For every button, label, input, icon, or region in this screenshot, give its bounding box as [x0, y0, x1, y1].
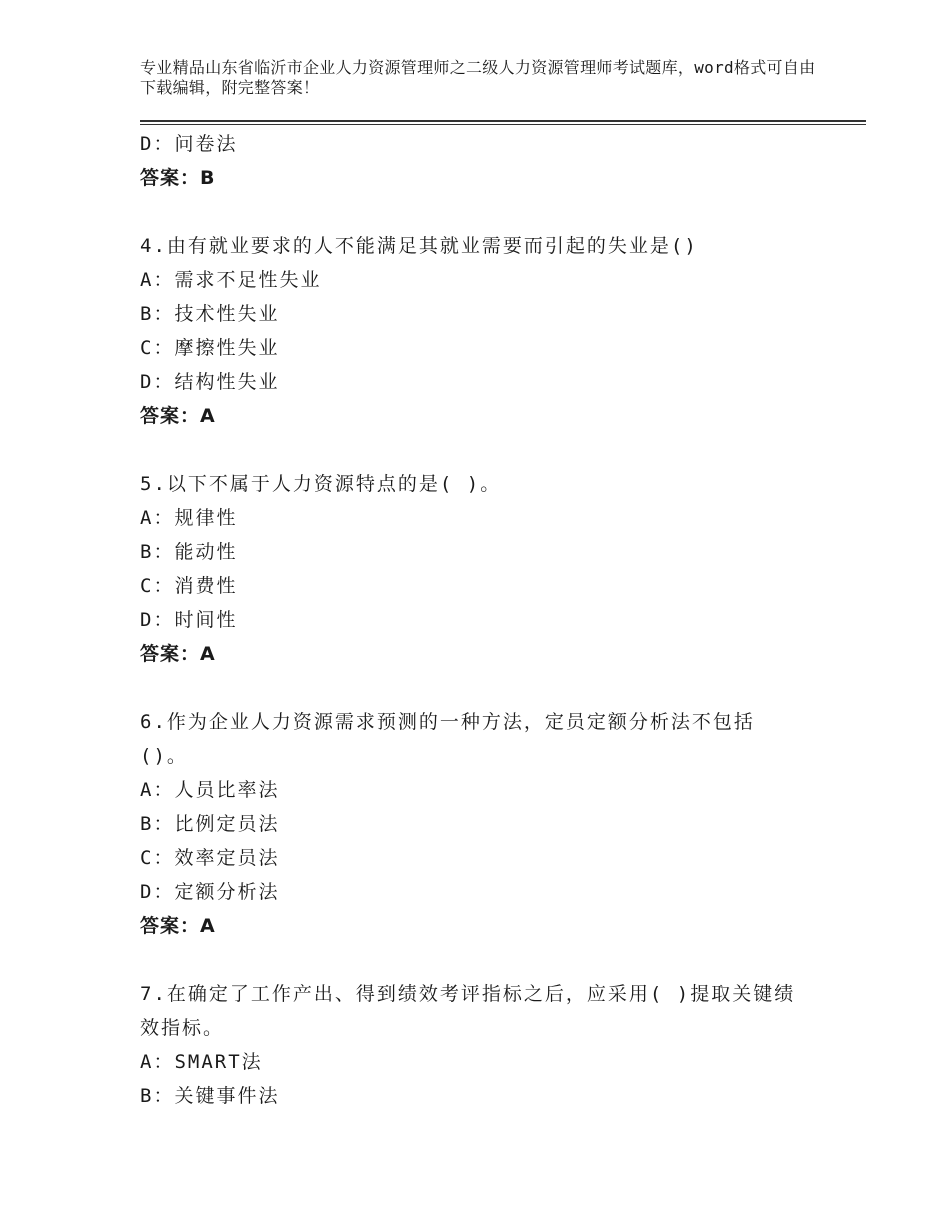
option-d: D：问卷法: [140, 133, 238, 155]
question-4-option-a: A：需求不足性失业: [140, 269, 322, 291]
question-6-option-a: A：人员比率法: [140, 779, 280, 801]
question-7-text-line-2: 效指标。: [140, 1017, 225, 1039]
question-7-text-line-1: 7.在确定了工作产出、得到绩效考评指标之后，应采用( )提取关键绩: [140, 983, 796, 1005]
question-list: [140, 127, 830, 1113]
question-5-option-a: A：规律性: [140, 507, 238, 529]
question-4-option-c: C：摩擦性失业: [140, 337, 280, 359]
spacer: [140, 195, 830, 229]
question-4-option-d: D：结构性失业: [140, 371, 280, 393]
spacer: [140, 433, 830, 467]
header-divider-thick: [140, 120, 866, 122]
question-5-option-c: C：消费性: [140, 575, 238, 597]
question-4-text: 4.由有就业要求的人不能满足其就业需要而引起的失业是(): [140, 235, 698, 257]
question-7-option-b: B：关键事件法: [140, 1085, 280, 1107]
question-6-option-b: B：比例定员法: [140, 813, 280, 835]
spacer: [140, 943, 830, 977]
question-6-option-d: D：定额分析法: [140, 881, 280, 903]
spacer: [140, 671, 830, 705]
header-divider-thin: [140, 124, 866, 125]
document-header: 专业精品山东省临沂市企业人力资源管理师之二级人力资源管理师考试题库，word格式可自由下载编辑，附完整答案！: [140, 58, 816, 97]
question-4-option-b: B：技术性失业: [140, 303, 280, 325]
question-7-option-a: A：SMART法: [140, 1051, 263, 1073]
question-5-answer: 答案：A: [140, 643, 216, 665]
question-6-option-c: C：效率定员法: [140, 847, 280, 869]
question-6-answer: 答案：A: [140, 915, 216, 937]
answer-label: 答案：B: [140, 167, 216, 189]
question-5-option-b: B：能动性: [140, 541, 238, 563]
question-4-answer: 答案：A: [140, 405, 216, 427]
question-6-text-line-2: ()。: [140, 745, 188, 767]
question-6-text-line-1: 6.作为企业人力资源需求预测的一种方法，定员定额分析法不包括: [140, 711, 755, 733]
question-5-text: 5.以下不属于人力资源特点的是( )。: [140, 473, 502, 495]
question-5-option-d: D：时间性: [140, 609, 238, 631]
